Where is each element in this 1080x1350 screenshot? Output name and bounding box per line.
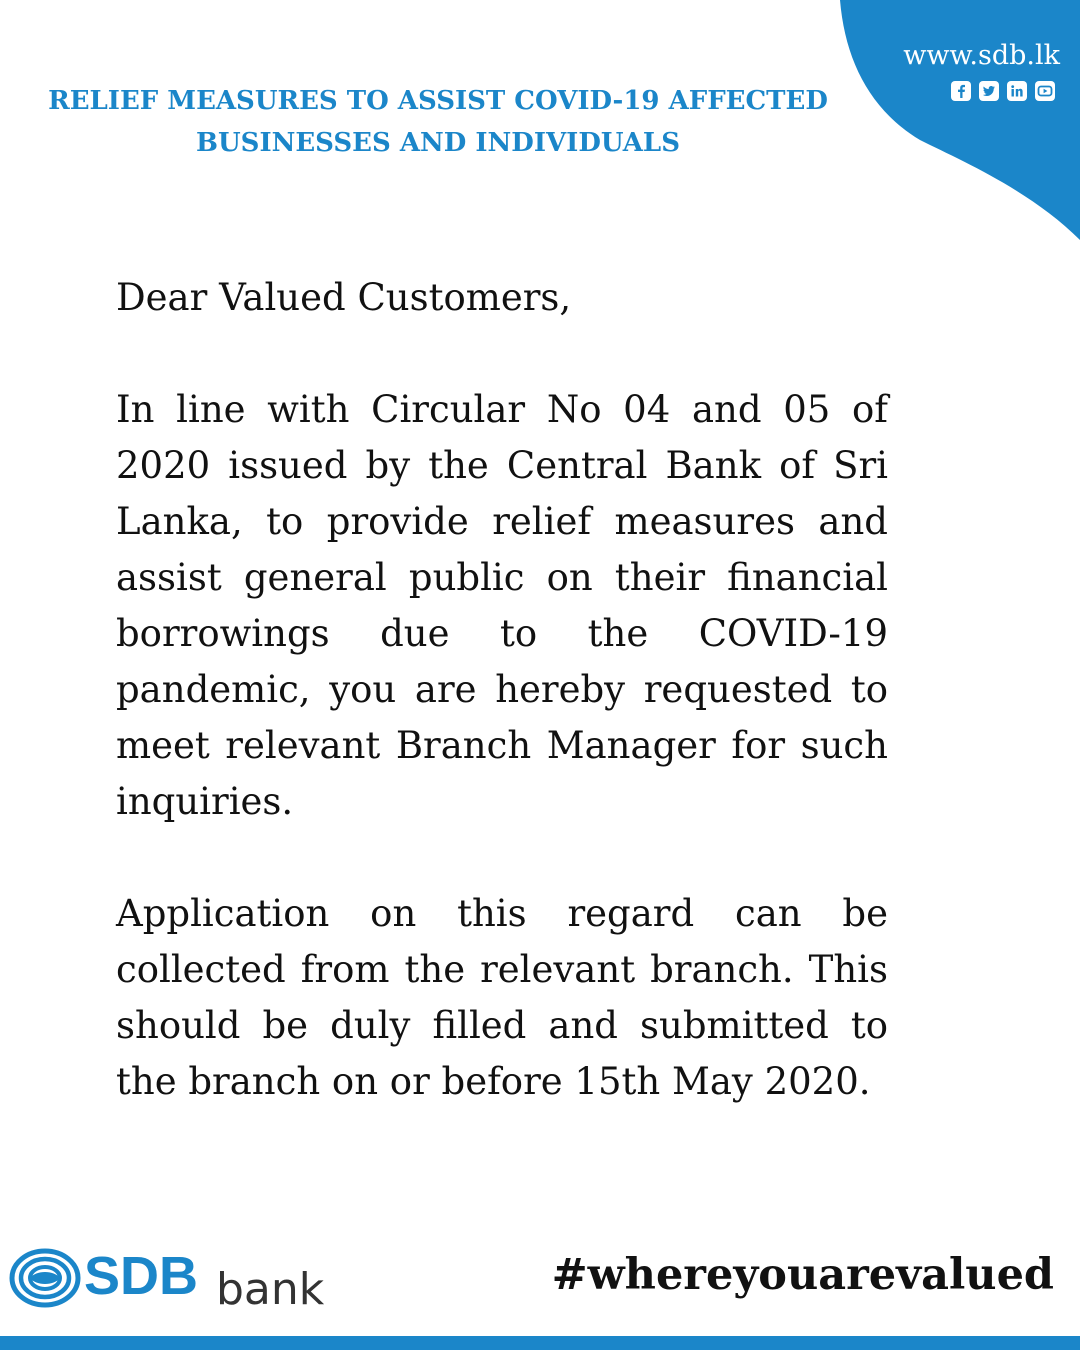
logo-sdb-text: SDB <box>84 1246 199 1306</box>
headline-line-1: RELIEF MEASURES TO ASSIST COVID-19 AFFECTED <box>48 86 828 116</box>
logo-bank-text: bank <box>216 1264 325 1315</box>
headline-line-2: BUSINESSES AND INDIVIDUALS <box>196 128 680 158</box>
linkedin-icon[interactable] <box>1006 80 1028 102</box>
sdb-bank-logo <box>8 1246 348 1316</box>
website-url[interactable]: www.sdb.lk <box>903 40 1060 71</box>
letter-paragraph-2: Application on this regard can be collected from the relevant branch. This should be duly filled and submitted to the branch on or before 15th May 2020. <box>116 892 888 1103</box>
letter-body <box>116 270 888 1110</box>
notice-headline <box>0 80 876 164</box>
social-links <box>950 80 1056 102</box>
letter-paragraph-1: In line with Circular No 04 and 05 of 2020 issued by the Central Bank of Sri Lanka, to provide relief measures and assist general public on their financial borrowings due to the COVID-19 pandemic, you are hereby requested to meet relevant Branch Manager for such inquiries. <box>116 388 888 823</box>
campaign-hashtag: #whereyouarevalued <box>551 1250 1054 1300</box>
letter-greeting: Dear Valued Customers, <box>116 276 572 319</box>
bottom-accent-bar <box>0 1336 1080 1350</box>
youtube-icon[interactable] <box>1034 80 1056 102</box>
twitter-icon[interactable] <box>978 80 1000 102</box>
facebook-icon[interactable] <box>950 80 972 102</box>
swirl-logo-icon <box>12 1251 78 1305</box>
